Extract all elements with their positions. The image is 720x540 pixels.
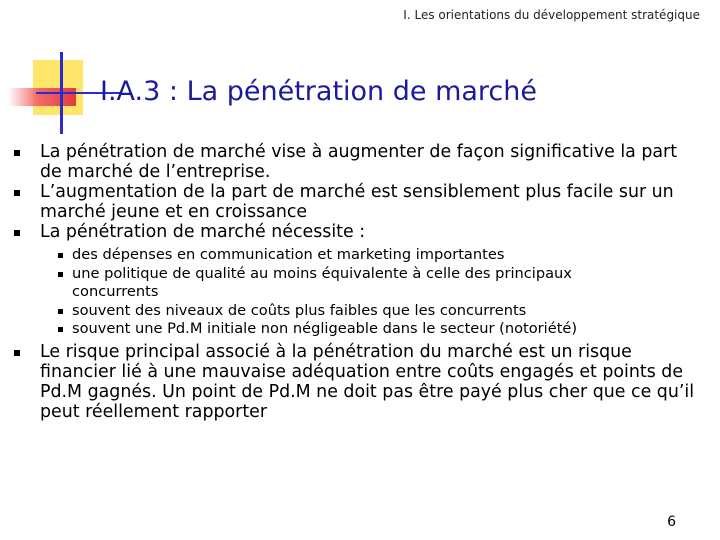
square-bullet-icon (58, 309, 63, 314)
square-bullet-icon (14, 230, 20, 236)
bullet-text: La pénétration de marché vise à augmenter de façon significative la part de marché de l’entreprise. (40, 142, 678, 182)
square-bullet-icon (58, 327, 63, 332)
section-header: I. Les orientations du développement stratégique (403, 8, 700, 22)
square-bullet-icon (58, 272, 63, 277)
sub-bullet-item (72, 246, 632, 265)
page-number: 6 (667, 514, 676, 530)
logo-red-bar (8, 88, 76, 106)
bullet-item (40, 222, 700, 242)
square-bullet-icon (14, 350, 20, 356)
sub-bullet-text: souvent des niveaux de coûts plus faibles que les concurrents (72, 301, 527, 319)
bullet-item (40, 342, 700, 422)
sub-bullet-item (72, 302, 632, 321)
sub-bullet-text: des dépenses en communication et marketing importantes (72, 246, 505, 263)
bullet-item (40, 182, 700, 222)
sub-bullet-list (0, 246, 720, 339)
sub-bullet-item (72, 265, 632, 302)
square-bullet-icon (58, 253, 63, 258)
sub-bullet-text: souvent une Pd.M initiale non négligeable dans le secteur (notoriété) (72, 320, 578, 337)
slide-content (0, 142, 720, 422)
sub-bullet-text: une politique de qualité au moins équivalente à celle des principaux concurrents (72, 264, 572, 300)
bullet-text: L’augmentation de la part de marché est sensiblement plus facile sur un marché jeune et en croissance (40, 182, 674, 222)
bullet-text: Le risque principal associé à la pénétration du marché est un risque financier lié à une mauvaise adéquation entre coûts engagés et points de Pd.M gagnés. Un point de Pd.M ne doit pas être payé plus cher que ce qu’il peut réellement rapporter (40, 341, 695, 422)
bullet-item (40, 142, 700, 182)
bullet-text: La pénétration de marché nécessite : (40, 222, 366, 242)
sub-bullet-item (72, 320, 632, 339)
square-bullet-icon (14, 150, 20, 156)
slide-title: I.A.3 : La pénétration de marché (100, 76, 537, 107)
decorative-logo (0, 0, 120, 140)
square-bullet-icon (14, 190, 20, 196)
